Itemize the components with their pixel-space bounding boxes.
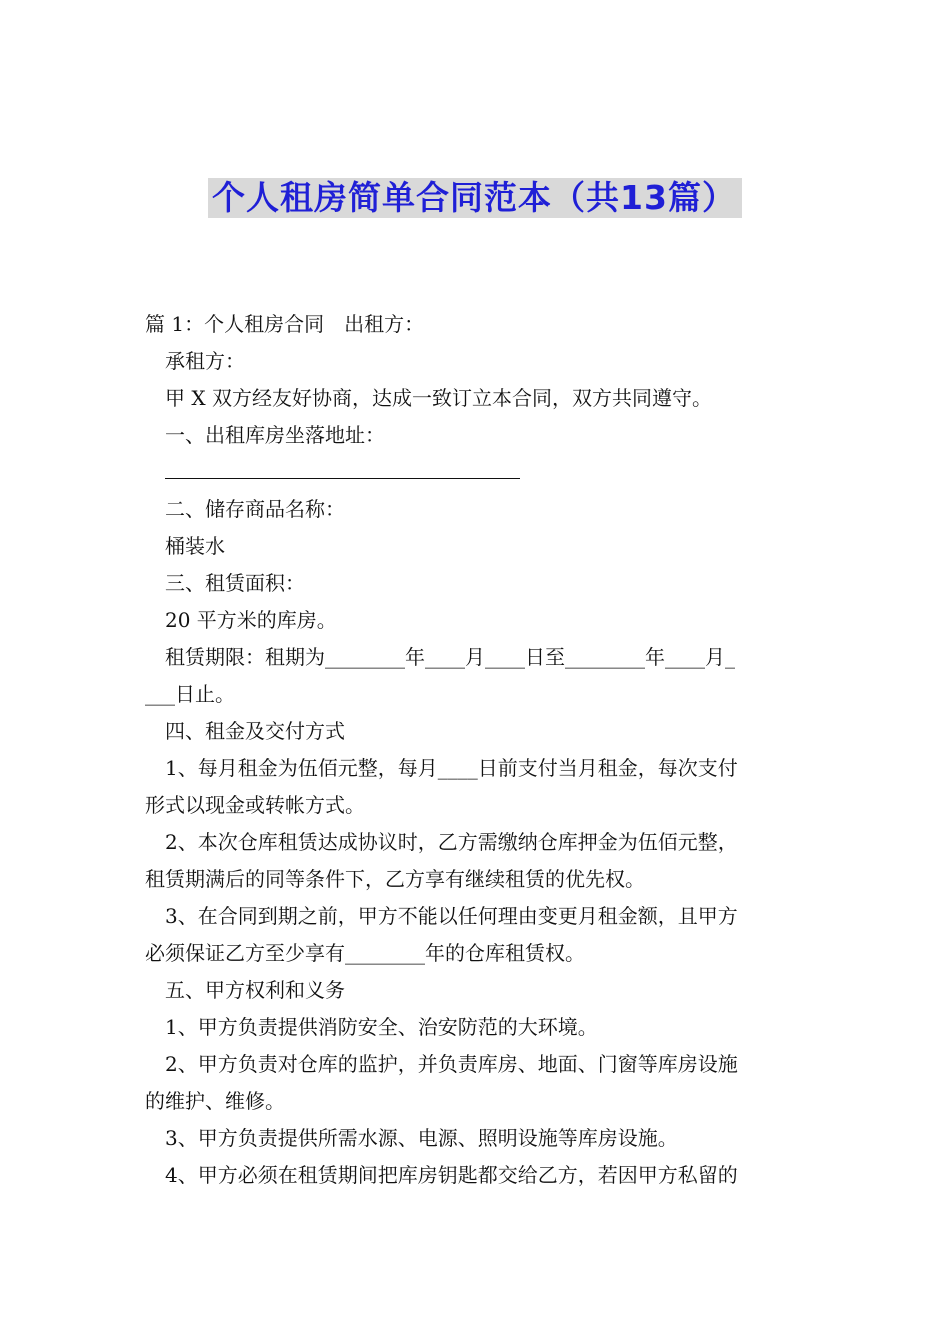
paragraph-line: 1、甲方负责提供消防安全、治安防范的大环境。 [165, 1015, 598, 1039]
paragraph-line: 五、甲方权利和义务 [165, 978, 345, 1002]
paragraph-line: 承租方： [165, 349, 245, 373]
paragraph-line: 篇 1：个人租房合同 出租方： [145, 312, 425, 336]
paragraph-line: 桶装水 [165, 534, 225, 558]
paragraph-line: 必须保证乙方至少享有________年的仓库租赁权。 [145, 941, 585, 965]
paragraph-line: 一、出租库房坐落地址： [165, 423, 385, 447]
paragraph-line: 1、每月租金为伍佰元整，每月____日前支付当月租金，每次支付 [165, 756, 738, 780]
paragraph-line: ___日止。 [145, 682, 235, 706]
paragraph-line: 2、本次仓库租赁达成协议时，乙方需缴纳仓库押金为伍佰元整， [165, 830, 738, 854]
document-title: 个人租房简单合同范本（共13篇） [208, 178, 742, 218]
paragraph-line: 租赁期限：租期为________年____月____日至________年____月_ [165, 645, 735, 669]
paragraph-line: 租赁期满后的同等条件下，乙方享有继续租赁的优先权。 [145, 867, 645, 891]
paragraph-line: 20 平方米的库房。 [165, 608, 337, 632]
underline-rule [165, 456, 520, 479]
paragraph-line: 三、租赁面积： [165, 571, 305, 595]
paragraph-line: 二、储存商品名称： [165, 497, 345, 521]
paragraph-line: 形式以现金或转帐方式。 [145, 793, 365, 817]
paragraph-line: 的维护、维修。 [145, 1089, 285, 1113]
paragraph-line: 4、甲方必须在租赁期间把库房钥匙都交给乙方，若因甲方私留的 [165, 1163, 738, 1187]
document-body [145, 306, 807, 1194]
title-container [0, 178, 950, 218]
paragraph-line: 3、在合同到期之前，甲方不能以任何理由变更月租金额，且甲方 [165, 904, 738, 928]
blank-fill-line [145, 454, 807, 491]
paragraph-line: 2、甲方负责对仓库的监护，并负责库房、地面、门窗等库房设施 [165, 1052, 738, 1076]
paragraph-line: 3、甲方负责提供所需水源、电源、照明设施等库房设施。 [165, 1126, 678, 1150]
paragraph-line: 甲 X 双方经友好协商，达成一致订立本合同，双方共同遵守。 [165, 386, 712, 410]
paragraph-line: 四、租金及交付方式 [165, 719, 345, 743]
